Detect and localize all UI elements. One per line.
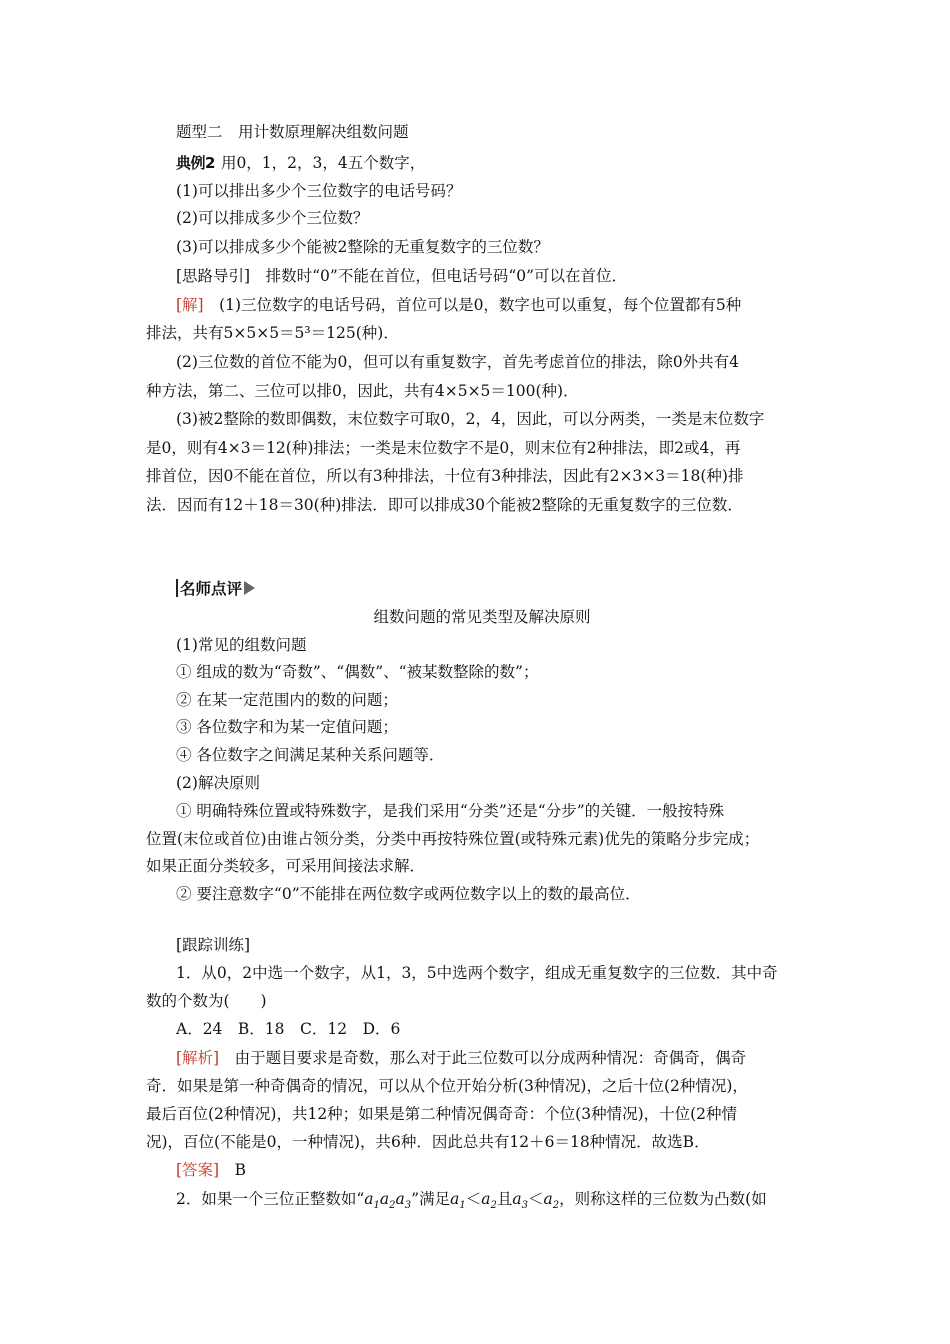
solution-2-line-2: 种方法，第二、三位可以排0，因此，共有4×5×5＝100(种)． — [146, 382, 579, 400]
practice-q1-line-2: 数的个数为( ) — [146, 992, 267, 1010]
example-stem: 用0，1，2，3，4五个数字， — [220, 154, 426, 172]
var-a1: $a_1$ — [450, 1190, 466, 1212]
analysis-line-4: 况)，百位(不能是0，一种情况)，共6种．因此总共有12＋6＝18种情况．故选B． — [146, 1133, 710, 1151]
analysis-line-2: 奇．如果是第一种奇偶奇的情况，可以从个位开始分析(3种情况)，之后十位(2种情况)， — [146, 1077, 748, 1095]
review-title: 组数问题的常见类型及解决原则 — [373, 608, 591, 626]
review-rule-1-line-3: 如果正面分类较多，可采用间接法求解． — [146, 857, 426, 875]
analysis-line-1 — [176, 1047, 848, 1069]
practice-q2-line-1 — [176, 1188, 848, 1217]
question-3: (3)可以排成多少个能被2整除的无重复数字的三位数？ — [176, 238, 549, 256]
review-rule-2: ② 要注意数字“0”不能排在两位数字或两位数字以上的数的最高位． — [176, 885, 641, 903]
practice-q1-options: A．24 B．18 C．12 D．6 — [176, 1020, 401, 1038]
analysis-text-1: 由于题目要求是奇数，那么对于此三位数可以分成两种情况：奇偶奇，偶奇 — [219, 1049, 747, 1067]
hint-line — [176, 265, 848, 287]
var-a2: $a_2$ — [481, 1190, 497, 1212]
question-2: (2)可以排成多少个三位数？ — [176, 209, 369, 227]
solution-label: [解] — [176, 296, 204, 314]
review-rule-1-line-1: ① 明确特殊位置或特殊数字，是我们采用“分类”还是“分步”的关键．一般按特殊 — [176, 802, 725, 820]
review-rule-1-line-2: 位置(末位或首位)由谁占领分类，分类中再按特殊位置(或特殊元素)优先的策略分步完成； — [146, 830, 760, 848]
review-header — [176, 578, 848, 600]
review-part-2: (2)解决原则 — [176, 774, 260, 792]
hint-text: 排数时“0”不能在首位，但电话号码“0”可以在首位． — [250, 267, 628, 285]
answer-label: [答案] — [176, 1161, 220, 1179]
solution-line-1 — [176, 294, 814, 316]
review-item-1: ① 组成的数为“奇数”、“偶数”、“被某数整除的数”； — [176, 663, 539, 681]
q2-and: 且 — [496, 1190, 513, 1208]
review-part-1: (1)常见的组数问题 — [176, 636, 307, 654]
review-item-3: ③ 各位数字和为某一定值问题； — [176, 718, 398, 736]
review-item-2: ② 在某一定范围内的数的问题； — [176, 691, 398, 709]
solution-2-line-1: (2)三位数的首位不能为0，但可以有重复数字，首先考虑首位的排法，除0外共有4 — [176, 353, 740, 371]
review-bar-mark — [176, 579, 178, 597]
var-a1a2a3: $a_1a_2a_3$ — [364, 1190, 412, 1212]
solution-line-2: 排法，共有5×5×5＝5³＝125(种)． — [146, 324, 399, 342]
q2-post: ，则称这样的三位数为凸数(如 — [559, 1190, 767, 1208]
solution-1-text: (1)三位数字的电话号码，首位可以是0，数字也可以重复，每个位置都有5种 — [203, 296, 742, 314]
analysis-label: [解析] — [176, 1049, 220, 1067]
q2-mid: ”满足 — [411, 1190, 451, 1208]
answer-text: B — [219, 1161, 246, 1179]
review-item-4: ④ 各位数字之间满足某种关系问题等． — [176, 746, 445, 764]
triangle-right-icon — [244, 581, 255, 595]
review-tag: 名师点评 — [180, 580, 243, 598]
answer-line — [176, 1159, 848, 1181]
example-tag: 典例2 — [176, 154, 215, 172]
solution-3-line-4: 法．因而有12＋18＝30(种)排法．即可以排成30个能被2整除的无重复数字的三位数． — [146, 496, 743, 514]
solution-3-line-3: 排首位，因0不能在首位，所以有3种排法，十位有3种排法，因此有2×3×3＝18(种)排 — [146, 467, 744, 485]
q2-pre: 2．如果一个三位正整数如“ — [176, 1190, 365, 1208]
section-title: 题型二 用计数原理解决组数问题 — [176, 123, 409, 141]
practice-label: [跟踪训练] — [176, 936, 251, 954]
solution-3-line-1: (3)被2整除的数即偶数，末位数字可取0，2，4，因此，可以分两类，一类是末位数字 — [176, 410, 765, 428]
analysis-line-3: 最后百位(2种情况)，共12种；如果是第二种情况偶奇奇：个位(3种情况)，十位(2种情 — [146, 1105, 738, 1123]
solution-3-line-2: 是0，则有4×3＝12(种)排法；一类是末位数字不是0，则末位有2种排法，即2或4，再 — [146, 439, 741, 457]
less-than-2: ＜ — [528, 1190, 544, 1208]
var-a3: $a_3$ — [512, 1190, 529, 1212]
hint-label: [思路导引] — [176, 267, 251, 285]
question-1: (1)可以排出多少个三位数字的电话号码？ — [176, 182, 462, 200]
example-stem-line — [176, 152, 848, 174]
less-than-1: ＜ — [465, 1190, 482, 1208]
practice-q1-line-1: 1．从0，2中选一个数字，从1，3，5中选两个数字，组成无重复数字的三位数．其中奇 — [176, 964, 778, 982]
var-a2-second: $a_2$ — [543, 1190, 560, 1212]
